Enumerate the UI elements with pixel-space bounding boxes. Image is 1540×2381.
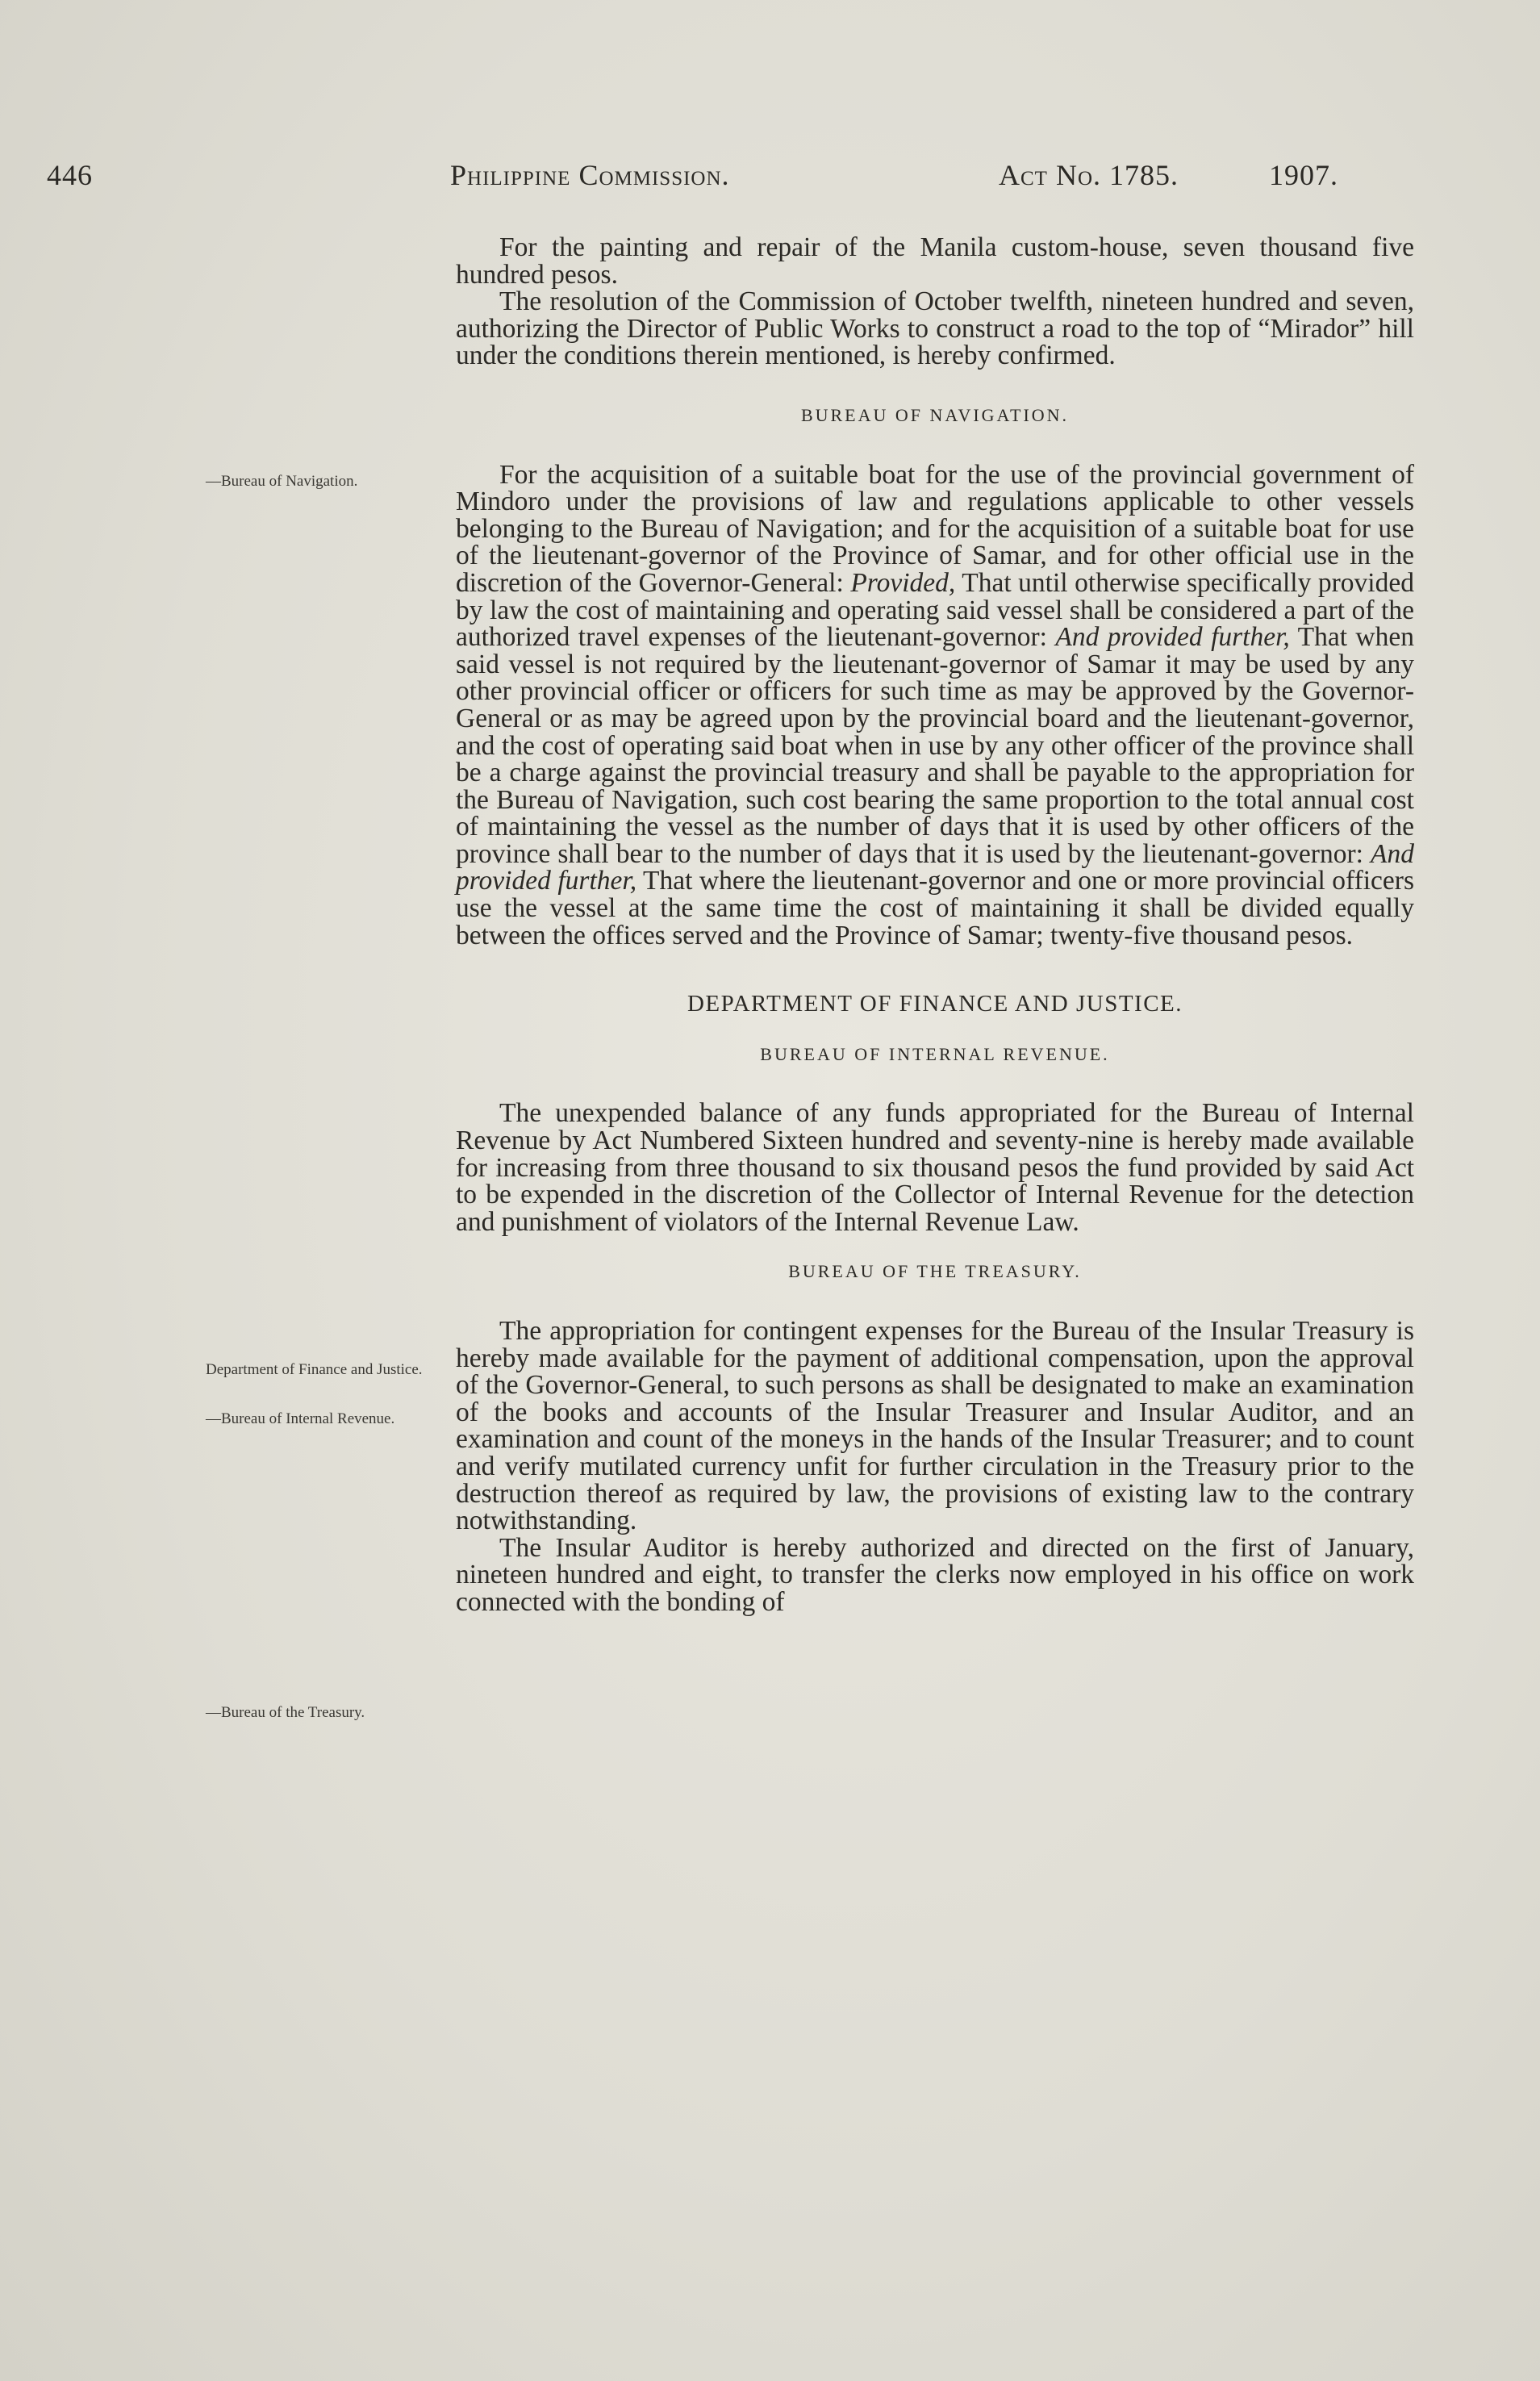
sidenote-bureau-internal-revenue: —Bureau of Internal Revenue. [206, 1410, 395, 1427]
heading-bureau-internal-revenue: BUREAU OF INTERNAL REVENUE. [760, 1043, 1110, 1064]
paragraph-mirador: The resolution of the Commission of October twelfth, nineteen hundred and seven, authorizing the Director of Public Works to construct a road to the top of “Mirador” hill under the conditions therein mentioned, is hereby confirmed. [456, 286, 1414, 371]
sidenote-bureau-treasury: —Bureau of the Treasury. [206, 1704, 365, 1721]
paragraph-navigation: For the acquisition of a suitable boat for the use of the provincial government of Mindoro under the provisions of law and regulations applicable to other vessels belonging to the Bureau of Navigation; and for the acquisition of a suitable boat for use of the lieutenant-governor of the Province of Samar, and for other official use in the discretion of the Governor-General: Provided, That until otherwise specifically provided by law the cost of maintaining and operating said vessel shall be considered a part of the authorized travel expenses of the lieutenant-governor: And provided further, That when said vessel is not required by the lieutenant-governor of Samar it may be used by any other provincial officer or officers for such time as may be approved by the Governor-General or as may be agreed upon by the provincial board and the lieutenant-governor, and the cost of operating said boat when in use by any other officer of the province shall be a charge against the provincial treasury and shall be payable to the appropriation for the Bureau of Navigation, such cost bearing the same proportion to the total annual cost of maintaining the vessel as the number of days that it is used by other officers of the province shall bear to the number of days that it is used by the lieutenant-governor: And provided further, That where the lieutenant-governor and one or more provincial officers use the vessel at the same time the cost of maintaining it shall be divided equally between the offices served and the Province of Samar; twenty-five thousand pesos. [456, 459, 1415, 950]
main-text [456, 234, 1414, 1616]
sidenote-bureau-navigation: —Bureau of Navigation. [206, 473, 358, 490]
paragraph-treasury-1: The appropriation for contingent expenses for the Bureau of the Insular Treasury is hereby made available for the payment of additional compensation, upon the approval of the Governor-General, to such persons as shall be designated to make an examination of the books and accounts of the Insular Treasurer and Insular Auditor, and an examination and count of the moneys in the hands of the Insular Treasurer; and to count and verify mutilated currency unfit for further circulation in the Treasury prior to the destruction thereof as required by law, the provisions of existing law to the contrary notwithstanding. [456, 1316, 1414, 1536]
heading-bureau-navigation: BUREAU OF NAVIGATION. [800, 404, 1070, 425]
paragraph-treasury-2: The Insular Auditor is hereby authorized and directed on the first of January, nineteen hundred and eight, to transfer the clerks now employed in his office on work connected with the bonding of [456, 1532, 1414, 1617]
sidenote-dept-finance-justice: Department of Finance and Justice. [206, 1361, 423, 1378]
act-number: Act No. 1785. [999, 159, 1179, 191]
running-head: Philippine Commission. [450, 159, 730, 191]
paragraph-internal-revenue: The unexpended balance of any funds appropriated for the Bureau of Internal Revenue by Act Numbered Sixteen hundred and seventy-nine is hereby made available for increasing from three thousand to six thousand pesos the fund provided by said Act to be expended in the discretion of the Collector of Internal Revenue for the detection and punishment of violators of the Internal Revenue Law. [456, 1098, 1414, 1237]
heading-bureau-treasury: BUREAU OF THE TREASURY. [788, 1261, 1082, 1282]
page-number: 446 [47, 159, 93, 191]
heading-dept-finance-justice: DEPARTMENT OF FINANCE AND JUSTICE. [687, 991, 1183, 1017]
year: 1907. [1269, 159, 1338, 191]
paragraph-custom-house: For the painting and repair of the Manila custom-house, seven thousand five hundred pesos. [456, 232, 1414, 290]
page-header [47, 158, 1418, 207]
